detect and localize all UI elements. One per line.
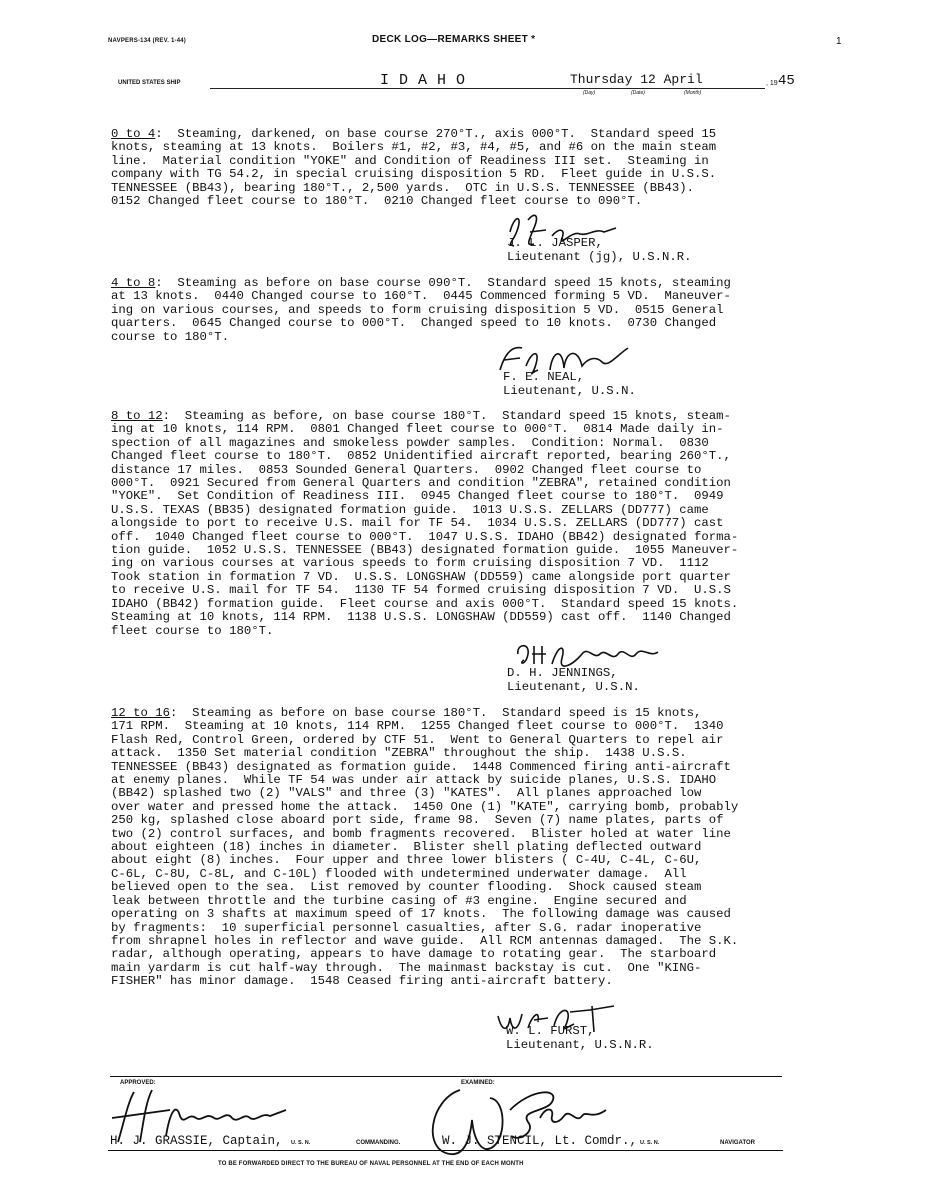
signer-rank: Lieutenant, U.S.N.R. xyxy=(506,1038,654,1052)
year-prefix: , 19 xyxy=(766,80,778,87)
navigator-signature xyxy=(420,1080,610,1160)
title-mark: * xyxy=(531,34,536,45)
title-text: DECK LOG—REMARKS SHEET xyxy=(372,34,529,45)
entry-text: : Steaming as before on base course 180°T. Standard speed is 15 knots, 171 RPM. Steaming at 10 knots, 114 RPM. 1255 Changed fleet course to 000°T. 1340 Flash Red, Control Green, ordered by CTF 51. Went to General Quarters to repel air attack. 1350 Set material condition "ZEBRA" throughout the ship. 1438 U.S.S. TENNESSEE (BB43) designated as formation guide. 1448 Commenced firing anti-aircraft at enemy planes. While TF 54 was under air attack by suicide planes, U.S.S. IDAHO (BB42) splashed two (2) "VALS" and three (3) "KATES". All planes approached low over water and pressed home the attack. 1450 One (1) "KATE", carrying bomb, probably 250 kg, splashed close aboard port side, frame 98. Seven (7) name plates, parts of two (2) control surfaces, and bomb fragments recovered. Blister holed at water line about eighteen (18) inches in diameter. Blister shell plating deflected outward about eight (8) inches. Four upper and three lower blisters ( C-4U, C-4L, C-6U, C-6L, C-8U, C-8L, and C-10L) flooded with undetermined underwater damage. All believed open to the sea. List removed by counter flooding. Shock caused steam leak between throttle and the turbine casing of #3 engine. Engine secured and operating on 3 shafts at maximum speed of 17 knots. The following damage was caused by fragments: 10 superficial personnel casualties, after S.G. radar inoperative from shrapnel holes in reflector and wave guide. All RCM antennas damaged. The S.K. radar, although operating, appears to have damage to rotating gear. The starboard main yardarm is cut half-way through. The mainmast backstay is cut. One "KING- FISHER" has minor damage. 1548 Ceased firing anti-aircraft battery. xyxy=(111,706,739,989)
corner-mark: 1 xyxy=(836,36,842,47)
usn-label-captain: U. S. N. xyxy=(291,1140,311,1146)
navigator-name: W. J. STENCIL, Lt. Comdr., xyxy=(442,1134,638,1148)
signature-block-3 xyxy=(507,666,640,694)
ship-field-line xyxy=(210,88,765,89)
usn-label-navigator: U. S. N. xyxy=(640,1140,660,1146)
signature-line xyxy=(108,1150,783,1151)
signer-rank: Lieutenant, U.S.N. xyxy=(503,384,636,398)
page-title xyxy=(372,34,535,45)
watch-label: 4 to 8 xyxy=(111,276,156,290)
sublabel-date: (Date) xyxy=(631,90,645,96)
form-id: NAVPERS-134 (REV. 1-44) xyxy=(108,38,186,44)
approval-divider xyxy=(110,1076,782,1077)
log-entry-0-4 xyxy=(111,128,811,208)
watch-label: 8 to 12 xyxy=(111,409,163,423)
log-entry-12-16 xyxy=(111,707,811,989)
log-date: Thursday 12 April xyxy=(570,72,703,87)
examined-label: EXAMINED: xyxy=(461,1080,495,1086)
entry-text: : Steaming as before on base course 090°T. Standard speed 15 knots, steaming at 13 knots. 0440 Changed course to 160°T. 0445 Commenced forming 5 VD. Maneuver- ing on various courses, and speeds to form cruising disposition 5 VD. 0515 General quarters. 0645 Changed course to 000°T. Changed speed to 10 knots. 0730 Changed course to 180°T. xyxy=(111,276,731,344)
entry-text: : Steaming, darkened, on base course 270°T., axis 000°T. Standard speed 15 knots, steaming at 13 knots. Boilers #1, #2, #3, #4, #5, and #6 on the main steam line. Material condition "YOKE" and Condition of Readiness III set. Steaming in company with TG 54.2, in special cruising disposition 5 RD. Fleet guide in U.S.S. TENNESSEE (BB43), bearing 180°T., 2,500 yards. OTC in U.S.S. TENNESSEE (BB43). 0152 Changed fleet course to 180°T. 0210 Changed fleet course to 090°T. xyxy=(111,127,717,209)
signer-name: W. L. FURST, xyxy=(506,1024,595,1038)
signature-block-1 xyxy=(507,236,691,264)
watch-label: 0 to 4 xyxy=(111,127,156,141)
navigator-label: NAVIGATOR xyxy=(720,1140,756,1146)
captain-name: H. J. GRASSIE, Captain, xyxy=(110,1134,283,1148)
log-entry-4-8 xyxy=(111,277,811,344)
sublabel-day: (Day) xyxy=(583,90,596,96)
signer-name: D. H. JENNINGS, xyxy=(507,666,618,680)
signer-name: F. E. NEAL, xyxy=(503,370,585,384)
approved-label: APPROVED: xyxy=(120,1080,156,1086)
watch-label: 12 to 16 xyxy=(111,706,171,720)
log-entry-8-12 xyxy=(111,410,811,638)
commanding-label: COMMANDING. xyxy=(356,1140,401,1146)
ship-label: UNITED STATES SHIP xyxy=(118,80,181,86)
log-year: 45 xyxy=(778,73,795,89)
ship-name: IDAHO xyxy=(380,72,476,89)
forwarding-notice: TO BE FORWARDED DIRECT TO THE BUREAU OF NAVAL PERSONNEL AT THE END OF EACH MONTH xyxy=(218,1161,524,1167)
sublabel-month: (Month) xyxy=(684,90,702,96)
signer-rank: Lieutenant (jg), U.S.N.R. xyxy=(507,250,692,264)
signer-name: J. L. JASPER, xyxy=(507,236,603,250)
signature-block-2 xyxy=(503,370,636,398)
signer-rank: Lieutenant, U.S.N. xyxy=(507,680,640,694)
entry-text: : Steaming as before, on base course 180°T. Standard speed 15 knots, steam- ing at 10 knots, 114 RPM. 0801 Changed fleet course to 000°T. 0814 Made daily in- spection of all magazines and smokeless powder samples. Condition: Normal. 0830 Changed fleet course to 180°T. 0852 Unidentified aircraft reported, bearing 260°T., distance 17 miles. 0853 Sounded General Quarters. 0902 Changed fleet course to 000°T. 0921 Secured from General Quarters and condition "ZEBRA", retained condition "YOKE". Set Condition of Readiness III. 0945 Changed fleet course to 180°T. 0949 U.S.S. TEXAS (BB35) designated formation guide. 1013 U.S.S. ZELLARS (DD777) came alongside to port to receive U.S. mail for TF 54. 1034 U.S.S. ZELLARS (DD777) cast off. 1040 Changed fleet course to 000°T. 1047 U.S.S. IDAHO (BB42) designated forma- tion guide. 1052 U.S.S. TENNESSEE (BB43) designated formation guide. 1055 Maneuver- ing on various courses at various speeds to form cruising disposition 7 VD. 1112 Took station in formation 7 VD. U.S.S. LONGSHAW (DD559) came alongside port quarter to receive U.S. mail for TF 54. 1130 TF 54 formed cruising disposition 7 VD. U.S.S IDAHO (BB42) formation guide. Fleet course and axis 000°T. Standard speed 15 knots. Steaming at 10 knots, 114 RPM. 1138 U.S.S. LONGSHAW (DD559) cast off. 1140 Changed fleet course to 180°T. xyxy=(111,409,739,638)
signature-block-4 xyxy=(506,1024,654,1052)
